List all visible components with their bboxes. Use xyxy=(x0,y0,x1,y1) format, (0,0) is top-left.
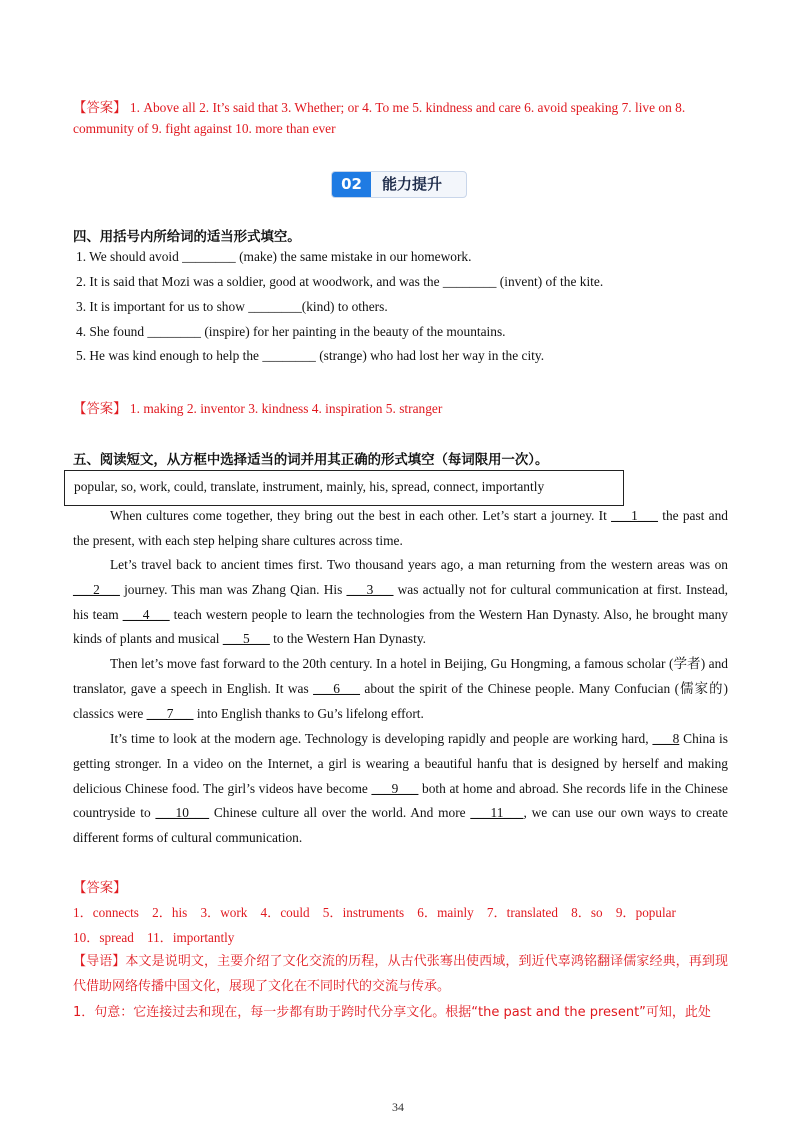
answer-line: 10．spread 11．importantly xyxy=(73,930,235,945)
answer-line: 1．connects 2．his 3．work 4．could 5．instruments 6．mainly 7．translated 8．so 9．popular xyxy=(73,905,676,920)
guide-paragraph: 【导语】本文是说明文，主要介绍了文化交流的历程，从古代张骞出使西域，到近代辜鸿铭翻译儒家经典，再到现代借助网络传播中国文化，展现了文化在不同时代的交流与传承。 xyxy=(73,954,728,994)
passage-text: about the spirit of the Chinese people. Many Confucian (儒家的) classics were xyxy=(73,680,728,721)
blank-9: ___9___ xyxy=(371,780,419,796)
blank-4: ___4___ xyxy=(122,606,170,622)
section-5-heading: 五、阅读短文，从方框中选择适当的词并用其正确的形式填空（每词限用一次）。 xyxy=(73,453,549,468)
page-number: 34 xyxy=(392,1100,404,1114)
blank-8: ___8 xyxy=(652,731,680,746)
answer-text: 1. Above all 2. It’s said that 3. Whether; or 4. To me 5. kindness and care 6. avoid speaking 7. live on 8. xyxy=(129,100,686,115)
passage-text: , we can use our own ways to create different forms of cultural communication. xyxy=(73,805,728,846)
passage-text: When cultures come together, they bring out the best in each other. Let’s start a journey. It xyxy=(110,508,612,523)
word-bank-box xyxy=(64,470,624,506)
blank-1: ___1___ xyxy=(611,508,658,523)
explanation-line: 1．句意：它连接过去和现在，每一步都有助于跨时代分享文化。根据“the past and the present”可知，此处 xyxy=(73,1005,711,1020)
answer-label: 【答案】 xyxy=(73,402,127,417)
passage-text: journey. This man was Zhang Qian. His xyxy=(119,581,347,597)
section-badge xyxy=(331,171,467,198)
passage-text: Then let’s move fast forward to the 20th century. In a hotel in Beijing, Gu Hongming, a famous scholar (学者) and translator, gave a speech in English. It was xyxy=(73,656,728,696)
passage-paragraph-3 xyxy=(73,652,728,726)
answer-line xyxy=(73,398,442,417)
blank-2: ___2___ xyxy=(73,581,120,597)
answer-label: 【答案】 xyxy=(73,881,127,896)
question-item: 4. She found ________ (inspire) for her painting in the beauty of the mountains. xyxy=(76,324,506,339)
question-item: 5. He was kind enough to help the ________ (strange) who had lost her way in the city. xyxy=(76,348,545,363)
blank-10: ___10___ xyxy=(155,805,210,821)
passage-text: was actually not for cultural communication at first. Instead, his team xyxy=(73,581,729,622)
badge-number: 02 xyxy=(332,172,371,197)
question-item: 2. It is said that Mozi was a soldier, good at woodwork, and was the ________ (invent) of the kite. xyxy=(76,274,604,289)
blank-6: ___6___ xyxy=(313,680,360,696)
passage-paragraph-2 xyxy=(73,553,728,652)
answer-line-1 xyxy=(73,97,685,116)
passage-text: It’s time to look at the modern age. Technology is developing rapidly and people are working hard, xyxy=(110,731,653,746)
passage-paragraph-1 xyxy=(73,504,728,554)
passage-text: into English thanks to Gu’s lifelong effort. xyxy=(193,705,424,721)
passage-text: China is getting stronger. In a video on the Internet, a girl is wearing a beautiful hanfu that is designed by herself and making delicious Chinese food. The girl’s videos have become xyxy=(73,731,728,796)
passage-text: Chinese culture all over the world. And more xyxy=(209,805,471,821)
question-item: 1. We should avoid ________ (make) the same mistake in our homework. xyxy=(76,249,472,264)
passage-text: Let’s travel back to ancient times first. Two thousand years ago, a man returning from the western areas was on xyxy=(110,557,728,572)
answer-text: 1. making 2. inventor 3. kindness 4. inspiration 5. stranger xyxy=(129,401,443,416)
passage-text: the past and the present, with each step helping share cultures across time. xyxy=(73,508,728,548)
blank-5: ___5___ xyxy=(222,631,270,647)
answer-label: 【答案】 xyxy=(73,101,127,116)
passage-text: to the Western Han Dynasty. xyxy=(269,631,426,647)
blank-7: ___7___ xyxy=(146,705,194,721)
passage-paragraph-4 xyxy=(73,727,728,851)
word-bank-text: popular, so, work, could, translate, instrument, mainly, his, spread, connect, importantly xyxy=(74,479,545,494)
blank-3: ___3___ xyxy=(346,581,394,597)
passage-text: teach western people to learn the technologies from the Western Han Dynasty. Also, he brought many kinds of plants and musical xyxy=(73,606,728,647)
section-4-heading: 四、用括号内所给词的适当形式填空。 xyxy=(73,230,301,245)
badge-label: 能力提升 xyxy=(382,175,443,193)
passage-text: both at home and abroad. She records life in the Chinese countryside to xyxy=(73,780,728,821)
blank-11: ___11___ xyxy=(470,805,524,821)
question-item: 3. It is important for us to show ________(kind) to others. xyxy=(76,299,388,314)
answer-line-2: community of 9. fight against 10. more than ever xyxy=(73,121,336,136)
